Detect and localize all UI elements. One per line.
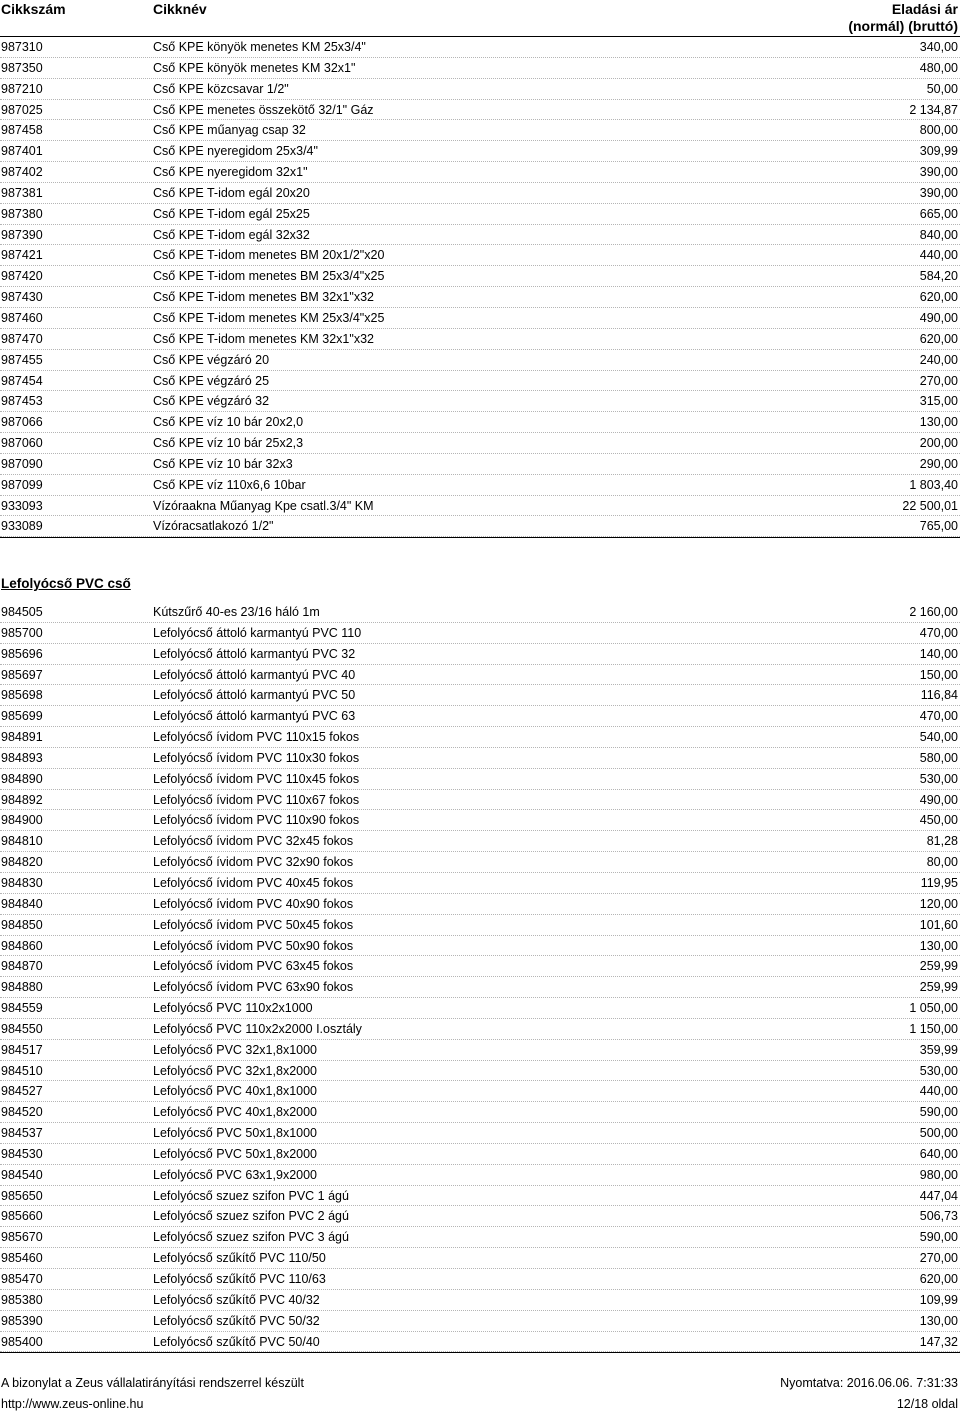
item-code: 987430: [1, 290, 43, 305]
item-name: Cső KPE T-idom menetes BM 32x1"x32: [153, 290, 374, 305]
item-price: 140,00: [919, 646, 958, 661]
item-price: 765,00: [919, 519, 958, 534]
item-code: 987025: [1, 102, 43, 117]
table-row: [0, 1332, 960, 1353]
item-code: 987458: [1, 123, 43, 138]
pvc-product-list: [0, 602, 960, 1352]
table-row: [0, 1248, 960, 1269]
table-row: [0, 37, 960, 58]
item-price: 530,00: [919, 1063, 958, 1078]
item-name: Cső KPE T-idom egál 25x25: [153, 206, 310, 221]
table-row: [0, 287, 960, 308]
item-name: Cső KPE nyeregidom 32x1": [153, 165, 308, 180]
item-name: Cső KPE víz 10 bár 25x2,3: [153, 436, 304, 451]
item-price: 259,99: [919, 959, 958, 974]
item-name: Lefolyócső ívidom PVC 110x67 fokos: [153, 792, 360, 807]
item-price: 1 150,00: [909, 1021, 958, 1036]
footer-page-number: 12/18 oldal: [896, 1397, 958, 1411]
item-name: Lefolyócső ívidom PVC 63x90 fokos: [153, 980, 354, 995]
item-price: 22 500,01: [902, 498, 958, 513]
item-code: 987381: [1, 185, 43, 200]
item-code: 985696: [1, 646, 43, 661]
item-name: Cső KPE T-idom menetes BM 20x1/2"x20: [153, 248, 385, 263]
item-price: 447,04: [919, 1188, 958, 1203]
item-code: 987210: [1, 81, 43, 96]
item-code: 985700: [1, 625, 43, 640]
item-price: 620,00: [919, 1272, 958, 1286]
item-name: Lefolyócső ívidom PVC 40x90 fokos: [153, 896, 354, 911]
item-code: 984540: [1, 1167, 43, 1182]
footer-generated-by: A bizonylat a Zeus vállalatirányítási rendszerrel készült: [1, 1376, 304, 1390]
item-price: 200,00: [919, 436, 958, 451]
item-price: 1 803,40: [909, 477, 958, 492]
item-code: 984510: [1, 1063, 43, 1078]
item-price: 470,00: [919, 625, 958, 640]
item-price: 540,00: [919, 730, 958, 745]
item-name: Lefolyócső ívidom PVC 63x45 fokos: [153, 959, 354, 974]
table-row: [0, 956, 960, 977]
item-price: 490,00: [919, 792, 958, 807]
table-row: [0, 516, 960, 537]
item-code: 984537: [1, 1126, 43, 1141]
item-name: Lefolyócső áttoló karmantyú PVC 50: [153, 688, 356, 703]
table-row: [0, 475, 960, 496]
table-row: [0, 308, 960, 329]
table-row: [0, 1144, 960, 1165]
item-code: 984891: [1, 730, 43, 745]
table-row: [0, 391, 960, 412]
table-row: [0, 371, 960, 392]
item-code: 985697: [1, 667, 43, 682]
item-price: 270,00: [919, 1251, 958, 1266]
item-price: 584,20: [919, 269, 958, 284]
item-code: 985670: [1, 1230, 43, 1245]
item-price: 440,00: [919, 1084, 958, 1099]
item-name: Lefolyócső szűkítő PVC 110/50: [153, 1251, 326, 1266]
item-name: Cső KPE könyök menetes KM 25x3/4": [153, 40, 366, 54]
item-name: Lefolyócső ívidom PVC 50x45 fokos: [153, 917, 354, 932]
item-name: Lefolyócső PVC 110x2x1000: [153, 1001, 313, 1016]
column-header-code: Cikkszám: [1, 1, 66, 17]
item-code: 985460: [1, 1251, 43, 1266]
item-code: 987460: [1, 310, 43, 325]
item-price: 450,00: [919, 813, 958, 828]
item-code: 987454: [1, 373, 43, 388]
table-row: [0, 665, 960, 686]
table-row: [0, 225, 960, 246]
item-price: 130,00: [919, 1313, 958, 1328]
table-row: [0, 602, 960, 623]
item-price: 390,00: [919, 165, 958, 180]
item-price: 620,00: [919, 290, 958, 305]
item-name: Cső KPE menetes összekötő 32/1" Gáz: [153, 102, 374, 117]
item-name: Lefolyócső PVC 50x1,8x2000: [153, 1146, 317, 1161]
column-header-name: Cikknév: [153, 1, 207, 17]
item-price: 620,00: [919, 331, 958, 346]
item-name: Cső KPE víz 110x6,6 10bar: [153, 477, 306, 492]
table-row: [0, 329, 960, 350]
item-code: 987455: [1, 352, 43, 367]
table-row: [0, 350, 960, 371]
table-row: [0, 245, 960, 266]
item-name: Cső KPE műanyag csap 32: [153, 123, 306, 138]
item-name: Cső KPE víz 10 bár 32x3: [153, 456, 293, 471]
table-row: [0, 1227, 960, 1248]
item-price: 390,00: [919, 185, 958, 200]
item-price: 840,00: [919, 227, 958, 242]
item-name: Lefolyócső ívidom PVC 50x90 fokos: [153, 938, 354, 953]
item-name: Cső KPE T-idom egál 32x32: [153, 227, 310, 242]
item-price: 2 134,87: [909, 102, 958, 117]
table-row: [0, 58, 960, 79]
table-row: [0, 706, 960, 727]
item-name: Lefolyócső PVC 63x1,9x2000: [153, 1167, 317, 1182]
item-code: 987090: [1, 456, 43, 471]
item-price: 2 160,00: [909, 605, 958, 619]
item-code: 984860: [1, 938, 43, 953]
item-code: 984820: [1, 855, 43, 870]
item-name: Lefolyócső ívidom PVC 32x45 fokos: [153, 834, 354, 849]
item-price: 150,00: [919, 667, 958, 682]
table-row: [0, 141, 960, 162]
item-name: Lefolyócső ívidom PVC 110x30 fokos: [153, 750, 360, 765]
item-code: 984850: [1, 917, 43, 932]
item-price: 580,00: [919, 750, 958, 765]
item-code: 985699: [1, 709, 43, 724]
item-name: Lefolyócső szűkítő PVC 50/32: [153, 1313, 320, 1328]
item-code: 985470: [1, 1272, 43, 1286]
item-code: 984559: [1, 1001, 43, 1016]
table-row: [0, 183, 960, 204]
item-price: 480,00: [919, 60, 958, 75]
item-name: Vízóraakna Műanyag Kpe csatl.3/4" KM: [153, 498, 374, 513]
item-price: 359,99: [919, 1042, 958, 1057]
item-price: 147,32: [919, 1334, 958, 1349]
item-price: 109,99: [919, 1292, 958, 1307]
item-code: 987420: [1, 269, 43, 284]
item-price: 130,00: [919, 938, 958, 953]
table-row: [0, 79, 960, 100]
item-name: Lefolyócső áttoló karmantyú PVC 32: [153, 646, 356, 661]
table-row: [0, 831, 960, 852]
item-price: 101,60: [919, 917, 958, 932]
item-code: 984830: [1, 875, 43, 890]
item-name: Cső KPE nyeregidom 25x3/4": [153, 144, 318, 159]
table-row: [0, 412, 960, 433]
column-header-price: Eladási ár: [891, 1, 958, 17]
item-price: 80,00: [926, 855, 958, 870]
item-name: Lefolyócső szuez szifon PVC 1 ágú: [153, 1188, 349, 1203]
item-name: Lefolyócső ívidom PVC 32x90 fokos: [153, 855, 354, 870]
item-price: 270,00: [919, 373, 958, 388]
table-row: [0, 915, 960, 936]
item-price: 119,95: [920, 875, 958, 890]
table-row: [0, 790, 960, 811]
item-name: Kútszűrő 40-es 23/16 háló 1m: [153, 605, 320, 619]
item-code: 987099: [1, 477, 43, 492]
item-code: 984900: [1, 813, 43, 828]
item-code: 987390: [1, 227, 43, 242]
item-name: Vízóracsatlakozó 1/2": [153, 519, 274, 534]
item-code: 984880: [1, 980, 43, 995]
item-name: Lefolyócső ívidom PVC 40x45 fokos: [153, 875, 354, 890]
item-code: 984870: [1, 959, 43, 974]
table-row: [0, 162, 960, 183]
item-code: 985380: [1, 1292, 43, 1307]
item-code: 987470: [1, 331, 43, 346]
table-row: [0, 266, 960, 287]
item-price: 590,00: [919, 1230, 958, 1245]
item-code: 985390: [1, 1313, 43, 1328]
item-name: Lefolyócső áttoló karmantyú PVC 110: [153, 625, 362, 640]
item-price: 800,00: [919, 123, 958, 138]
item-name: Lefolyócső áttoló karmantyú PVC 63: [153, 709, 356, 724]
item-code: 984810: [1, 834, 43, 849]
item-price: 500,00: [919, 1126, 958, 1141]
item-price: 315,00: [919, 394, 958, 409]
item-name: Lefolyócső szűkítő PVC 50/40: [153, 1334, 320, 1349]
item-name: Lefolyócső PVC 50x1,8x1000: [153, 1126, 317, 1141]
item-code: 987401: [1, 144, 43, 159]
table-row: [0, 1123, 960, 1144]
pvc-list-end-divider: [0, 1352, 960, 1353]
table-row: [0, 100, 960, 121]
item-code: 987402: [1, 165, 43, 180]
item-code: 987350: [1, 60, 43, 75]
item-price: 665,00: [919, 206, 958, 221]
table-row: [0, 810, 960, 831]
item-name: Cső KPE T-idom menetes BM 25x3/4"x25: [153, 269, 385, 284]
footer-printed-timestamp: Nyomtatva: 2016.06.06. 7:31:33: [780, 1376, 958, 1390]
item-price: 50,00: [926, 81, 958, 96]
item-code: 987310: [1, 40, 43, 54]
item-name: Cső KPE végzáró 25: [153, 373, 270, 388]
table-row: [0, 1081, 960, 1102]
item-name: Cső KPE T-idom menetes KM 25x3/4"x25: [153, 310, 385, 325]
item-price: 506,73: [919, 1209, 958, 1224]
item-name: Lefolyócső PVC 40x1,8x2000: [153, 1105, 317, 1120]
item-name: Lefolyócső PVC 32x1,8x1000: [153, 1042, 317, 1057]
table-row: [0, 873, 960, 894]
item-price: 640,00: [919, 1146, 958, 1161]
item-code: 985400: [1, 1334, 43, 1349]
item-price: 290,00: [919, 456, 958, 471]
item-code: 984892: [1, 792, 43, 807]
item-code: 984550: [1, 1021, 43, 1036]
item-code: 984527: [1, 1084, 43, 1099]
item-name: Lefolyócső szuez szifon PVC 3 ágú: [153, 1230, 349, 1245]
kpe-list-end-divider: [0, 537, 960, 538]
item-price: 120,00: [919, 896, 958, 911]
table-row: [0, 1206, 960, 1227]
item-code: 987453: [1, 394, 43, 409]
item-code: 984505: [1, 605, 43, 619]
item-code: 987380: [1, 206, 43, 221]
item-name: Lefolyócső szűkítő PVC 40/32: [153, 1292, 320, 1307]
item-name: Lefolyócső szűkítő PVC 110/63: [153, 1272, 326, 1286]
table-header: [0, 0, 960, 36]
item-name: Cső KPE végzáró 32: [153, 394, 270, 409]
table-row: [0, 769, 960, 790]
item-price: 116,84: [920, 688, 958, 703]
table-row: [0, 1311, 960, 1332]
item-code: 984520: [1, 1105, 43, 1120]
table-row: [0, 1102, 960, 1123]
item-name: Cső KPE T-idom egál 20x20: [153, 185, 310, 200]
table-row: [0, 433, 960, 454]
item-price: 1 050,00: [909, 1001, 958, 1016]
table-row: [0, 1019, 960, 1040]
table-row: [0, 1040, 960, 1061]
item-name: Lefolyócső PVC 40x1,8x1000: [153, 1084, 317, 1099]
table-row: [0, 894, 960, 915]
table-row: [0, 685, 960, 706]
table-row: [0, 1186, 960, 1207]
table-row: [0, 623, 960, 644]
item-name: Cső KPE végzáró 20: [153, 352, 270, 367]
table-row: [0, 852, 960, 873]
item-code: 933093: [1, 498, 43, 513]
item-code: 984890: [1, 771, 43, 786]
table-row: [0, 204, 960, 225]
item-code: 985650: [1, 1188, 43, 1203]
item-price: 440,00: [919, 248, 958, 263]
table-row: [0, 977, 960, 998]
item-price: 530,00: [919, 771, 958, 786]
item-name: Cső KPE közcsavar 1/2": [153, 81, 289, 96]
item-code: 984517: [1, 1042, 43, 1057]
item-price: 470,00: [919, 709, 958, 724]
table-row: [0, 1269, 960, 1290]
item-name: Cső KPE könyök menetes KM 32x1": [153, 60, 356, 75]
table-row: [0, 644, 960, 665]
table-row: [0, 1290, 960, 1311]
item-code: 987066: [1, 415, 43, 430]
item-price: 490,00: [919, 310, 958, 325]
item-name: Lefolyócső áttoló karmantyú PVC 40: [153, 667, 356, 682]
item-name: Lefolyócső ívidom PVC 110x15 fokos: [153, 730, 360, 745]
table-row: [0, 748, 960, 769]
item-code: 987421: [1, 248, 43, 263]
item-code: 984530: [1, 1146, 43, 1161]
footer-website-link[interactable]: http://www.zeus-online.hu: [1, 1397, 144, 1411]
item-code: 984840: [1, 896, 43, 911]
item-name: Lefolyócső PVC 32x1,8x2000: [153, 1063, 317, 1078]
item-price: 130,00: [919, 415, 958, 430]
table-row: [0, 1165, 960, 1186]
table-row: [0, 454, 960, 475]
table-row: [0, 120, 960, 141]
item-price: 259,99: [919, 980, 958, 995]
item-name: Lefolyócső ívidom PVC 110x45 fokos: [153, 771, 360, 786]
table-row: [0, 1061, 960, 1082]
item-code: 985698: [1, 688, 43, 703]
item-name: Cső KPE T-idom menetes KM 32x1"x32: [153, 331, 374, 346]
table-row: [0, 936, 960, 957]
table-row: [0, 727, 960, 748]
item-code: 985660: [1, 1209, 43, 1224]
item-name: Lefolyócső ívidom PVC 110x90 fokos: [153, 813, 360, 828]
section-title: Lefolyócső PVC cső: [1, 576, 131, 591]
kpe-product-list: [0, 37, 960, 537]
table-row: [0, 496, 960, 517]
column-header-price-sub: (normál) (bruttó): [848, 18, 958, 34]
item-name: Lefolyócső szuez szifon PVC 2 ágú: [153, 1209, 349, 1224]
item-name: Lefolyócső PVC 110x2x2000 I.osztály: [153, 1021, 362, 1036]
item-code: 933089: [1, 519, 43, 534]
item-price: 81,28: [926, 834, 958, 849]
table-row: [0, 998, 960, 1019]
item-price: 240,00: [919, 352, 958, 367]
item-price: 309,99: [919, 144, 958, 159]
item-price: 590,00: [919, 1105, 958, 1120]
item-code: 987060: [1, 436, 43, 451]
item-price: 980,00: [919, 1167, 958, 1182]
item-price: 340,00: [919, 40, 958, 54]
item-name: Cső KPE víz 10 bár 20x2,0: [153, 415, 304, 430]
item-code: 984893: [1, 750, 43, 765]
